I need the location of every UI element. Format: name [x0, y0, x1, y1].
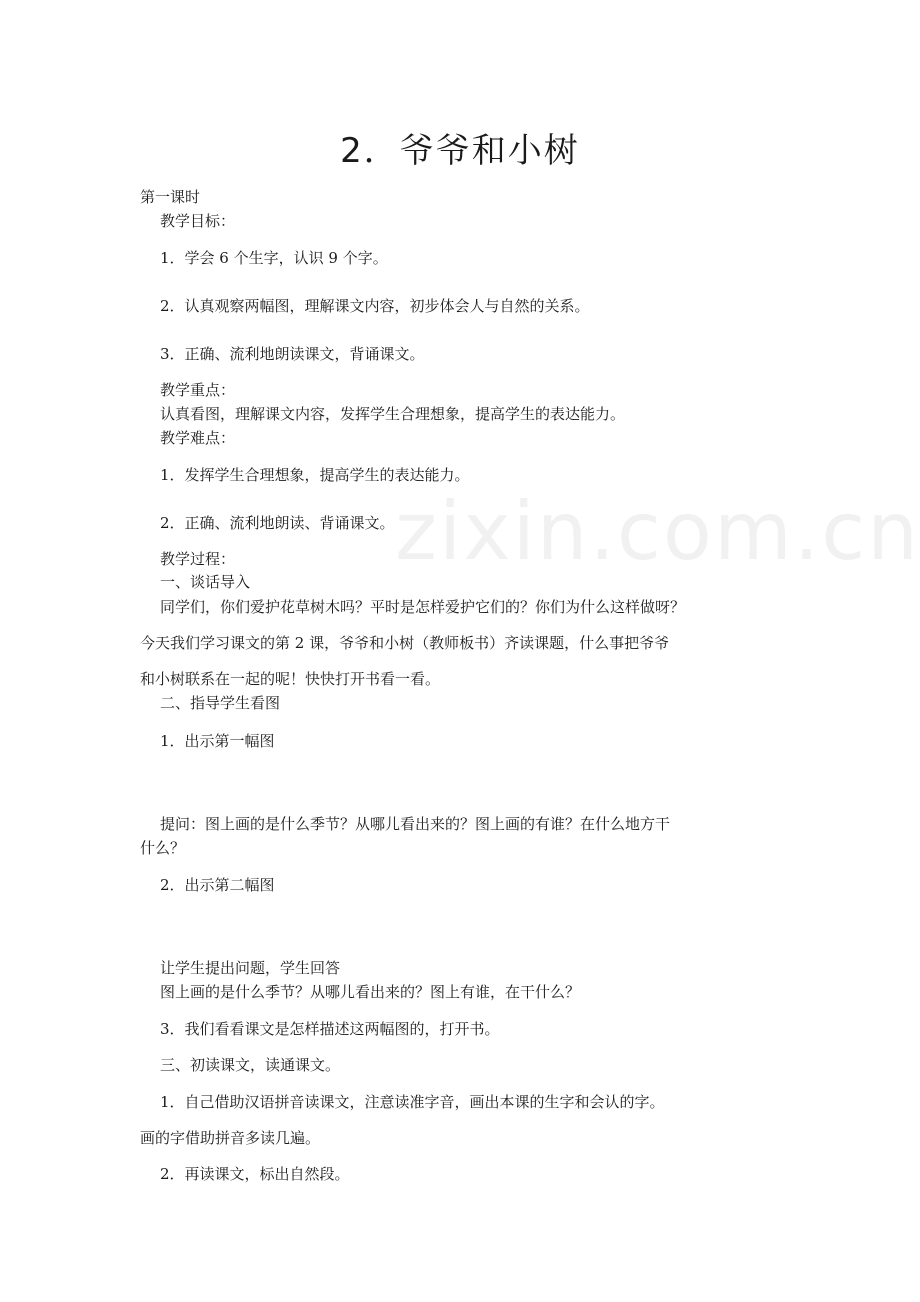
paragraph-line: 图上画的是什么季节？从哪儿看出来的？图上有谁，在干什么？	[160, 983, 581, 1001]
paragraph-line: 画的字借助拼音多读几遍。	[140, 1129, 321, 1147]
watermark: zixin.com.cn	[395, 485, 920, 578]
paragraph-line: 让学生提出问题，学生回答	[160, 959, 341, 977]
objective-item-3: 3．正确、流利地朗读课文，背诵课文。	[160, 345, 425, 363]
list-item: 1．出示第一幅图	[160, 732, 275, 750]
difficulty-item-2: 2．正确、流利地朗读、背诵课文。	[160, 514, 395, 532]
list-item: 2．再读课文，标出自然段。	[160, 1165, 350, 1183]
heading-process: 教学过程：	[160, 550, 236, 568]
list-item: 1．自己借助汉语拼音读课文，注意读准字音，画出本课的生字和会认的字。	[160, 1093, 665, 1111]
key-points-text: 认真看图，理解课文内容，发挥学生合理想象，提高学生的表达能力。	[160, 405, 626, 423]
step-heading-2: 二、指导学生看图	[160, 694, 281, 712]
paragraph-line: 今天我们学习课文的第 2 课，爷爷和小树（教师板书）齐读课题，什么事把爷爷	[140, 634, 670, 652]
step-heading-3: 三、初读课文，读通课文。	[160, 1056, 341, 1074]
heading-difficulties: 教学难点：	[160, 429, 236, 447]
paragraph-line: 提问：图上画的是什么季节？从哪儿看出来的？图上画的有谁？在什么地方干	[160, 815, 671, 833]
list-item: 3．我们看看课文是怎样描述这两幅图的，打开书。	[160, 1020, 500, 1038]
paragraph-line: 同学们，你们爱护花草树木吗？平时是怎样爱护它们的？你们为什么这样做呀？	[160, 598, 686, 616]
step-heading-1: 一、谈话导入	[160, 573, 251, 591]
objective-item-2: 2．认真观察两幅图，理解课文内容，初步体会人与自然的关系。	[160, 297, 590, 315]
objective-item-1: 1．学会 6 个生字，认识 9 个字。	[160, 249, 388, 267]
paragraph-line: 什么？	[140, 839, 186, 857]
page-title: 2．爷爷和小树	[340, 131, 580, 171]
heading-key-points: 教学重点：	[160, 381, 236, 399]
list-item: 2．出示第二幅图	[160, 876, 275, 894]
difficulty-item-1: 1．发挥学生合理想象，提高学生的表达能力。	[160, 466, 470, 484]
section-label-lesson: 第一课时	[140, 188, 201, 206]
heading-objectives: 教学目标：	[160, 212, 236, 230]
paragraph-line: 和小树联系在一起的呢！快快打开书看一看。	[140, 670, 441, 688]
